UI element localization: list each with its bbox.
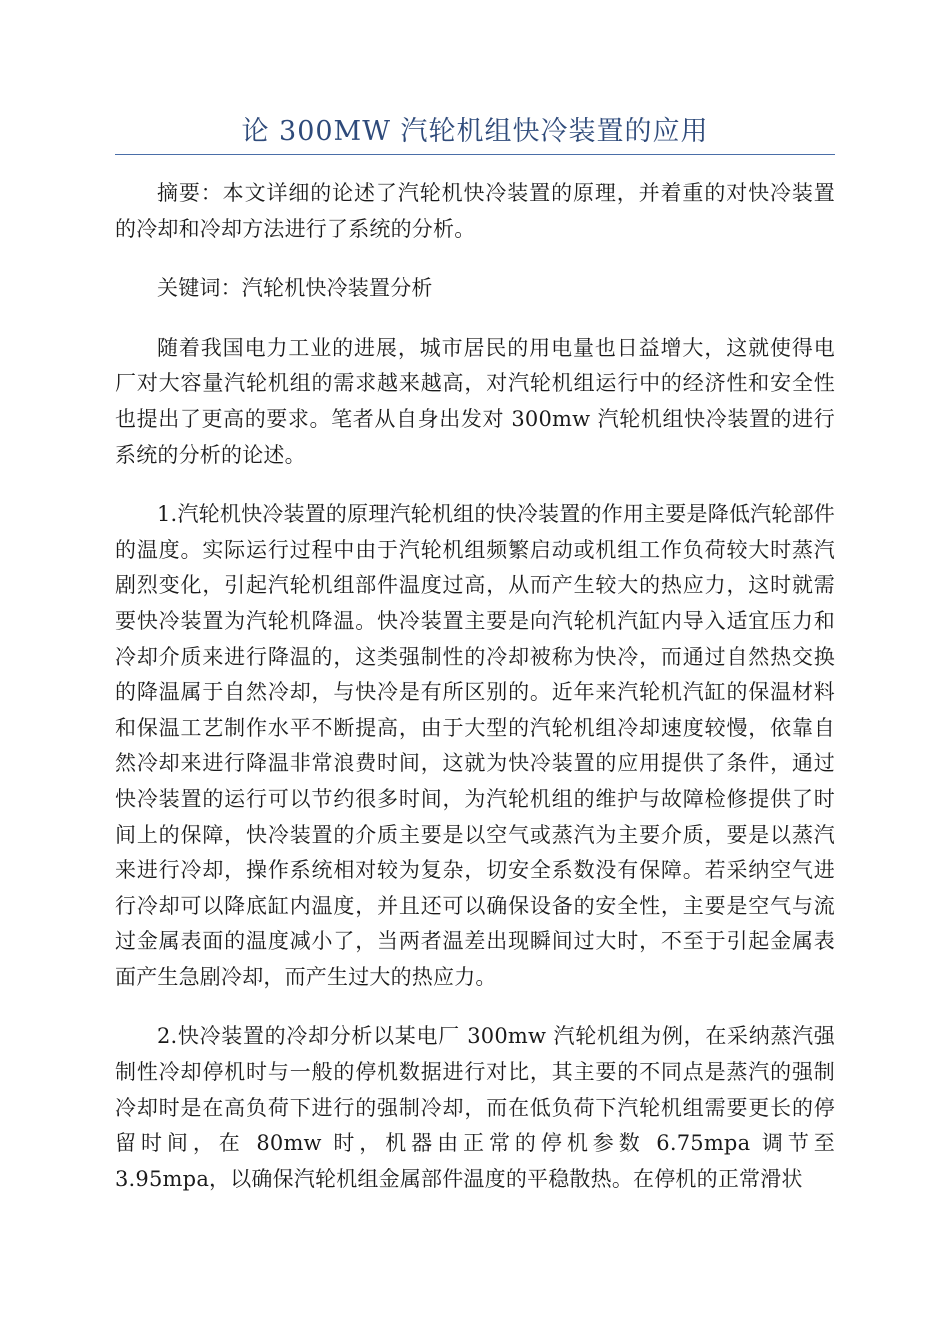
section-1-paragraph: 1.汽轮机快冷装置的原理汽轮机组的快冷装置的作用主要是降低汽轮部件的温度。实际运行过程中由于汽轮机组频繁启动或机组工作负荷较大时蒸汽剧烈变化，引起汽轮机组部件温度过高，从而产生较大的热应力，这时就需要快冷装置为汽轮机降温。快冷装置主要是向汽轮机汽缸内导入适宜压力和冷却介质来进行降温的，这类强制性的冷却被称为快冷，而通过自然热交换的降温属于自然冷却，与快冷是有所区别的。近年来汽轮机汽缸的保温材料和保温工艺制作水平不断提高，由于大型的汽轮机组冷却速度较慢，依靠自然冷却来进行降温非常浪费时间，这就为快冷装置的应用提供了条件，通过快冷装置的运行可以节约很多时间，为汽轮机组的维护与故障检修提供了时间上的保障，快冷装置的介质主要是以空气或蒸汽为主要介质，要是以蒸汽来进行冷却，操作系统相对较为复杂，切安全系数没有保障。若采纳空气进行冷却可以降底缸内温度，并且还可以确保设备的安全性，主要是空气与流过金属表面的温度减小了，当两者温差出现瞬间过大时，不至于引起金属表面产生急剧冷却，而产生过大的热应力。 (115, 502, 835, 989)
document-title: 论 300MW 汽轮机组快冷装置的应用 (241, 116, 709, 147)
intro-paragraph: 随着我国电力工业的进展，城市居民的用电量也日益增大，这就使得电厂对大容量汽轮机组的需求越来越高，对汽轮机组运行中的经济性和安全性也提出了更高的要求。笔者从自身出发对 300mw 汽轮机组快冷装置的进行系统的分析的论述。 (115, 335, 835, 467)
section-2-paragraph: 2.快冷装置的冷却分析以某电厂 300mw 汽轮机组为例，在采纳蒸汽强制性冷却停机时与一般的停机数据进行对比，其主要的不同点是蒸汽的强制冷却时是在高负荷下进行的强制冷却，而在低负荷下汽轮机组需要更长的停留时间，在 80mw 时，机器由正常的停机参数 6.75mpa 调节至 3.95mpa，以确保汽轮机组金属部件温度的平稳散热。在停机的正常滑状 (115, 1024, 835, 1191)
abstract-paragraph: 摘要：本文详细的论述了汽轮机快冷装置的原理，并着重的对快冷装置的冷却和冷却方法进行了系统的分析。 (115, 181, 835, 241)
keywords-paragraph: 关键词：汽轮机快冷装置分析 (157, 276, 433, 301)
title-underline (115, 154, 835, 155)
document-body (115, 176, 835, 1221)
